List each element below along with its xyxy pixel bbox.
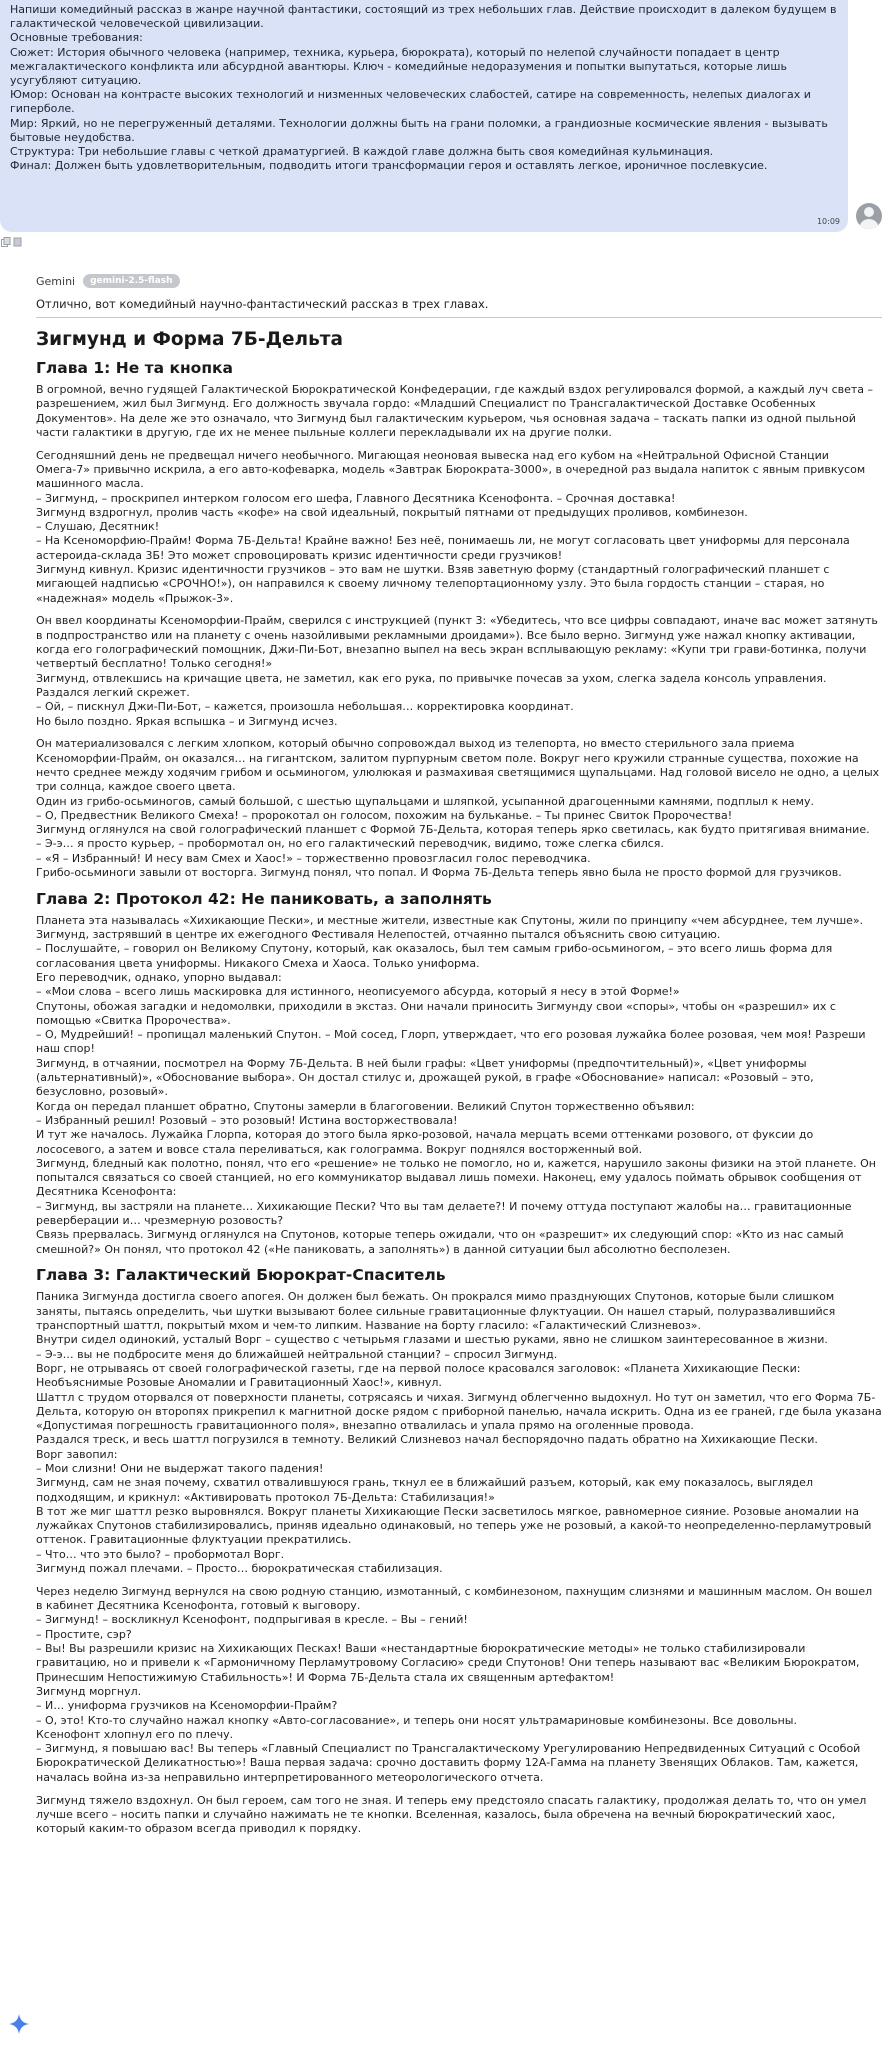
user-line: Юмор: Основан на контрасте высоких технологий и низменных человеческих слабостей, сатире на современность, нелепых диалогах и гиперболе. <box>10 88 811 116</box>
paragraph: Он материализовался с легким хлопком, который обычно сопровождал выход из телепорта, но вместо стерильного зала приема Ксеноморфии-Прайм, он оказался… на гигантском, залитом пурпурным светом поле. Вокруг него кружили странные существа, похожие на нечто среднее между ходячим грибом и осьминогом, улюлюкая и размахивая светящимися щупальцами. Над головой висело не одно, а целых три солнца, каждое своего цвета. Один из грибо-осьминогов, самый большой, с шестью щупальцами и шляпкой, усыпанной драгоценными камнями, подплыл к нему. – О, Предвестник Великого Смеха! – пророкотал он голосом, похожим на бульканье. – Ты принес Свиток Пророчества! Зигмунд оглянулся на свой голографический планшет с Формой 7Б-Дельта, которая теперь ярко светилась, как будто притягивая внимание. – Э-э… я просто курьер, – пробормотал он, но его галактический переводчик, видимо, тоже слегка сбился. – «Я – Избранный! И несу вам Смех и Хаос!» – торжественно провозгласил голос переводчика. Грибо-осьминоги завыли от восторга. Зигмунд понял, что попал. И Форма 7Б-Дельта теперь явно была не просто формой для грузчиков. <box>36 737 880 879</box>
user-line: Напиши комедийный рассказ в жанре научной фантастики, состоящий из трех небольших глав. Действие происходит в далеком будущем в галактической человеческой цивилизации. <box>10 3 837 31</box>
paragraph: Он ввел координаты Ксеноморфии-Прайм, сверился с инструкцией (пункт 3: «Убедитесь, что все цифры совпадают, иначе вас может затянуть в подпространство или на планету с очень назойливыми рекламными дроидами»). Все было верно. Зигмунд уже нажал кнопку активации, когда его голографический помощник, Джи-Пи-Бот, внезапно выпел на весь экран всплывающую рекламу: «Купи три грави-ботинка, получи четвертый бесплатно! Только сегодня!» Зигмунд, отвлекшись на кричащие цвета, не заметил, как его рука, по привычке почесав за ухом, слегка задела консоль управления. Раздался легкий скрежет. – Ой, – пискнул Джи-Пи-Бот, – кажется, произошла небольшая… корректировка координат. Но было поздно. Яркая вспышка – и Зигмунд исчез. <box>36 614 878 728</box>
paragraph: Планета эта называлась «Хихикающие Пески», и местные жители, известные как Спутоны, жили по принципу «чем абсурднее, тем лучше». Зигмунд, застрявший в центре их ежегодного Фестиваля Нелепостей, отчаянно пытался объяснить свою ситуацию. – Послушайте, – говорил он Великому Спутону, который, как оказалось, был тем самым грибо-осьминогом, – это всего лишь форма для согласования цвета униформы. Никакого Смеха и Хаоса. Только униформа. Его переводчик, однако, упорно выдавал: – «Мои слова – всего лишь маскировка для истинного, неописуемого абсурда, который я несу в этой Форме!» Спутоны, обожая загадки и недомолвки, приходили в экстаз. Они начали приносить Зигмунду свои «споры», чтобы он «разрешил» их с помощью «Свитка Пророчества». – О, Мудрейший! – пропищал маленький Спутон. – Мой сосед, Глорп, утверждает, что его розовая лужайка более розовая, чем моя! Разреши наш спор! Зигмунд, в отчаянии, посмотрел на Форму 7Б-Дельта. В ней были графы: «Цвет униформы (предпочтительный)», «Цвет униформы (альтернативный)», «Обоснование выбора». Он достал стилус и, дрожащей рукой, в графе «Обоснование» написал: «Розовый – это, безусловно, розовый». Когда он передал планшет обратно, Спутоны замерли в благоговении. Великий Спутон торжественно объявил: – Избранный решил! Розовый – это розовый! Истина восторжествовала! И тут же началось. Лужайка Глорпа, которая до этого была ярко-розовой, начала мерцать всеми оттенками розового, от фуксии до лососевого, а затем и вовсе стала переливаться, как голограмма. Вокруг поднялся восторженный вой. Зигмунд, бледный как полотно, понял, что его «решение» не только не помогло, но и, кажется, нарушило законы физики на этой планете. Он попытался связаться со своей станцией, но его коммуникатор выдавал лишь помехи. Наконец, ему удалось поймать обрывок сообщения от Десятника Ксенофонта: – Зигмунд, вы застряли на планете… Хихикающие Пески? Что вы там делаете?! И почему оттуда поступают жалобы на… гравитационные реверберации и… чрезмерную розовость? Связь прервалась. Зигмунд оглянулся на Спутонов, которые теперь ожидали, что он «разрешит» их следующий спор: «Кто из нас самый смешной?» Он понял, что протокол 42 («Не паниковать, а заполнять») в данной ситуации был абсолютно бесполезен. <box>36 913 877 1256</box>
chapter-heading: Глава 3: Галактический Бюрократ-Спаситель <box>36 1266 446 1285</box>
model-badge: gemini-2.5-flash <box>83 274 179 288</box>
story <box>36 328 882 1845</box>
user-line: Финал: Должен быть удовлетворительным, подводить итоги трансформации героя и оставлять легкое, ироничное послевкусие. <box>10 159 768 173</box>
user-line: Сюжет: История обычного человека (например, техника, курьера, бюрократа), который по нелепой случайности попадает в центр межгалактического конфликта или абсурдной авантюры. Ключ - комедийные недоразумения и попытки выпутаться, которые лишь усугубляют ситуацию. <box>10 45 787 88</box>
chapter-heading: Глава 2: Протокол 42: Не паниковать, а заполнять <box>36 889 492 908</box>
paragraph: Паника Зигмунда достигла своего апогея. Он должен был бежать. Он прокрался мимо празднующих Спутонов, которые были слишком заняты, пытаясь определить, чьи шутки вызывают более сильные гравитационные флуктуации. Он нашел старый, полуразвалившийся транспортный шаттл, покрытый мхом и чем-то липким. Название на борту гласило: «Галактический Слизневоз». Внутри сидел одинокий, усталый Ворг – существо с четырьмя глазами и шестью руками, явно не слишком заинтересованное в жизни. – Э-э… вы не подбросите меня до ближайшей нейтральной станции? – спросил Зигмунд. Ворг, не отрываясь от своей голографической газеты, где на первой полосе красовался заголовок: «Планета Хихикающие Пески: Необъяснимые Розовые Аномалии и Гравитационный Хаос!», кивнул. Шаттл с трудом оторвался от поверхности планеты, сотрясаясь и чихая. Зигмунд облегченно выдохнул. Но тут он заметил, что его Форма 7Б-Дельта, которую он второпях прикрепил к магнитной доске рядом с приборной панелью, начала искрить. Одна из ее граней, где была указана «Допустимая погрешность гравитационного поля», внезапно отвалилась и упала прямо на оголенные провода. Раздался треск, и весь шаттл погрузился в темноту. Великий Слизневоз начал беспорядочно падать обратно на Хихикающие Пески. Ворг завопил: – Мои слизни! Они не выдержат такого падения! Зигмунд, сам не зная почему, схватил отвалившуюся грань, ткнул ее в ближайший разъем, который, как ему показалось, выглядел подходящим, и крикнул: «Активировать протокол 7Б-Дельта: Стабилизация!» В тот же миг шаттл резко выровнялся. Вокруг планеты Хихикающие Пески засветилось мягкое, равномерное сияние. Розовые аномалии на лужайках Спутонов стабилизировались, приняв идеально одинаковый, но теперь уже не розовый, а какой-то неопределенно-перламутровый оттенок. Гравитационные флуктуации прекратились. – Что… что это было? – пробормотал Ворг. Зигмунд пожал плечами. – Просто… бюрократическая стабилизация. <box>36 1290 882 1576</box>
paragraph: Через неделю Зигмунд вернулся на свою родную станцию, измотанный, с комбинезоном, пахнущим слизнями и машинным маслом. Он вошел в кабинет Десятника Ксенофонта, готовый к выговору. – Зигмунд! – воскликнул Ксенофонт, подпрыгивая в кресле. – Вы – гений! – Простите, сэр? – Вы! Вы разрешили кризис на Хихикающих Песках! Ваши «нестандартные бюрократические методы» не только стабилизировали гравитацию, но и привели к «Гармоничному Перламутровому Согласию» среди Спутонов! Они теперь называют вас «Великим Бюрократом, Принесшим Непостижимую Стабильность»! И Форма 7Б-Дельта стала их священным артефактом! Зигмунд моргнул. – И… униформа грузчиков на Ксеноморфии-Прайм? – О, это! Кто-то случайно нажал кнопку «Авто-согласование», и теперь они носят ультрамариновые комбинезоны. Все довольны. Ксенофонт хлопнул его по плечу. – Зигмунд, я повышаю вас! Вы теперь «Главный Специалист по Трансгалактическому Урегулированию Непредвиденных Ситуаций с Особой Бюрократической Деликатностью»! Ваша первая задача: срочно доставить форму 12А-Гамма на планету Звенящих Облаков. Там, кажется, началась война из-за неправильно интерпретированного метеорологического отчета. <box>36 1584 873 1784</box>
paragraph: В огромной, вечно гудящей Галактической Бюрократической Конфедерации, где каждый вздох регулировался формой, а каждый луч света – разрешением, жил был Зигмунд. Его должность звучала гордо: «Младший Специалист по Трансгалактической Доставке Особенных Документов». На деле же это означало, что Зигмунд был галактическим курьером, чья основная задача – таскать папки из одной пыльной части галактики в другую, где их не менее пыльные коллеги перекладывали их на другие полки. <box>36 383 874 439</box>
model-header <box>36 274 180 288</box>
edit-icon[interactable] <box>13 237 23 247</box>
user-avatar <box>856 203 882 229</box>
user-line: Основные требования: <box>10 31 143 45</box>
user-line: Структура: Три небольшие главы с четкой драматургией. В каждой главе должна быть своя комедийная кульминация. <box>10 145 714 159</box>
divider <box>36 317 882 318</box>
user-line: Мир: Яркий, но не перегруженный деталями. Технологии должны быть на грани поломки, а грандиозные космические явления - вызывать бытовые неудобства. <box>10 116 828 144</box>
message-timestamp: 10:09 <box>816 216 840 226</box>
model-name: Gemini <box>36 274 76 288</box>
response-intro: Отлично, вот комедийный научно-фантастический рассказ в трех главах. <box>36 297 489 311</box>
gemini-sparkle-icon <box>8 2013 30 2035</box>
paragraph: Зигмунд тяжело вздохнул. Он был героем, сам того не зная. И теперь ему предстояло спасать галактику, продолжая делать то, что он умел лучше всего – носить папки и случайно нажимать не те кнопки. Вселенная, казалось, была обречена на вечный бюрократический хаос, который каким-то образом всегда приводил к порядку. <box>36 1793 867 1836</box>
paragraph: Сегодняшний день не предвещал ничего необычного. Мигающая неоновая вывеска над его кубом на «Нейтральной Офисной Станции Омега-7» привычно искрила, а его авто-кофеварка, модель «Завтрак Бюрократа-3000», в очередной раз выдала напиток с явным привкусом машинного масла. – Зигмунд, – проскрипел интерком голосом его шефа, Главного Десятника Ксенофонта. – Срочная доставка! Зигмунд вздрогнул, пролив часть «кофе» на свой идеальный, покрытый пятнами от предыдущих проливов, комбинезон. – Слушаю, Десятник! – На Ксеноморфию-Прайм! Форма 7Б-Дельта! Крайне важно! Без неё, понимаешь ли, не могут согласовать цвет униформы для персонала астероида-склада 3Б! Это может спровоцировать кризис идентичности среди грузчиков! Зигмунд кивнул. Кризис идентичности грузчиков – это вам не шутки. Взяв заветную форму (стандартный голографический планшет с мигающей надписью «СРОЧНО!»), он направился к своему личному телепортационному узлу. Это была гордость станции – старая, но «надежная» модель «Прыжок-3». <box>36 448 866 605</box>
user-message <box>0 0 848 232</box>
copy-icon[interactable] <box>1 237 12 248</box>
story-title: Зигмунд и Форма 7Б-Дельта <box>36 329 343 350</box>
chapter-heading: Глава 1: Не та кнопка <box>36 359 234 377</box>
